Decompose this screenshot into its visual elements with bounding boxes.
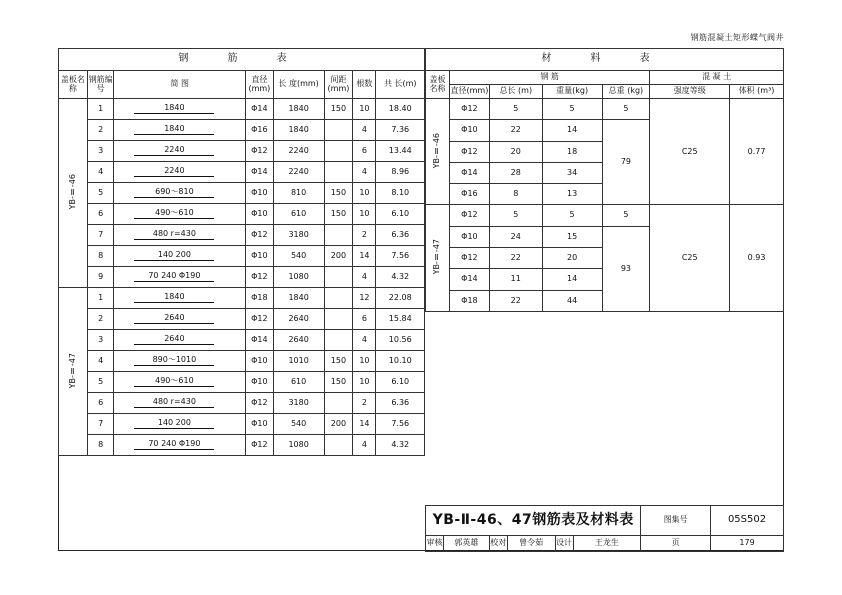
empty-cell bbox=[59, 456, 88, 496]
bar-no: 7 bbox=[87, 225, 114, 246]
bar-shape bbox=[114, 120, 246, 141]
bar-count: 4 bbox=[353, 120, 376, 141]
bar-shape-label: 1840 bbox=[134, 125, 214, 134]
bar-no: 2 bbox=[87, 120, 114, 141]
mat-col-diameter: 直径(mm) bbox=[449, 85, 489, 99]
bar-count: 10 bbox=[353, 183, 376, 204]
col-total-length: 共 长(m) bbox=[376, 71, 425, 99]
col-diameter: 直径(mm) bbox=[246, 71, 274, 99]
rebar-table-title: 钢 筋 表 bbox=[59, 49, 425, 71]
bar-spacing: 150 bbox=[324, 99, 353, 120]
bar-shape bbox=[114, 351, 246, 372]
reviewer-name: 郭英雄 bbox=[443, 536, 489, 552]
col-cover-name: 盖板名称 bbox=[59, 71, 88, 99]
bar-spacing: 150 bbox=[324, 204, 353, 225]
mat-total-length: 22 bbox=[489, 248, 542, 269]
bar-length: 610 bbox=[273, 204, 324, 225]
bar-no: 6 bbox=[87, 204, 114, 225]
mat-weight: 14 bbox=[542, 120, 602, 141]
mat-total-length: 11 bbox=[489, 269, 542, 290]
bar-no: 4 bbox=[87, 162, 114, 183]
concrete-grade: C25 bbox=[650, 205, 730, 311]
bar-diameter: Φ18 bbox=[246, 288, 274, 309]
bar-spacing bbox=[324, 309, 353, 330]
bar-length: 2240 bbox=[273, 141, 324, 162]
mat-weight: 13 bbox=[542, 184, 602, 205]
bar-shape bbox=[114, 225, 246, 246]
bar-length: 1010 bbox=[273, 351, 324, 372]
mat-col-volume: 体积 (m³) bbox=[730, 85, 784, 99]
mat-total-length: 5 bbox=[489, 99, 542, 120]
empty-cell bbox=[353, 456, 376, 496]
col-shape: 简 图 bbox=[114, 71, 246, 99]
bar-spacing bbox=[324, 120, 353, 141]
bar-total-length: 7.56 bbox=[376, 414, 425, 435]
mat-weight: 34 bbox=[542, 162, 602, 183]
mat-col-total-length: 总长 (m) bbox=[489, 85, 542, 99]
material-table bbox=[425, 48, 784, 312]
bar-shape bbox=[114, 414, 246, 435]
page-label: 页 bbox=[641, 536, 711, 552]
bar-shape bbox=[114, 162, 246, 183]
mat-weight: 44 bbox=[542, 290, 602, 311]
bar-length: 1840 bbox=[273, 120, 324, 141]
page-number: 179 bbox=[711, 536, 784, 552]
bar-count: 4 bbox=[353, 162, 376, 183]
bar-count: 10 bbox=[353, 99, 376, 120]
cover-name-cell bbox=[59, 288, 88, 456]
bar-spacing bbox=[324, 225, 353, 246]
bar-total-length: 7.36 bbox=[376, 120, 425, 141]
mat-weight: 15 bbox=[542, 226, 602, 247]
mat-total-weight: 93 bbox=[602, 226, 650, 311]
table-row bbox=[59, 225, 425, 246]
bar-length: 540 bbox=[273, 414, 324, 435]
bar-spacing bbox=[324, 141, 353, 162]
table-row bbox=[59, 393, 425, 414]
rebar-table-body bbox=[59, 99, 425, 496]
bar-total-length: 4.32 bbox=[376, 435, 425, 456]
designer-name: 王龙生 bbox=[573, 536, 641, 552]
bar-count: 12 bbox=[353, 288, 376, 309]
bar-total-length: 13.44 bbox=[376, 141, 425, 162]
mat-weight: 20 bbox=[542, 248, 602, 269]
mat-total-length: 28 bbox=[489, 162, 542, 183]
mat-cover-name-cell bbox=[426, 205, 450, 311]
bar-count: 4 bbox=[353, 435, 376, 456]
bar-count: 10 bbox=[353, 372, 376, 393]
bar-diameter: Φ12 bbox=[246, 435, 274, 456]
table-row bbox=[59, 141, 425, 162]
bar-no: 4 bbox=[87, 351, 114, 372]
mat-diameter: Φ12 bbox=[449, 205, 489, 226]
table-row bbox=[426, 205, 784, 226]
mat-weight: 14 bbox=[542, 269, 602, 290]
mat-cover-name: YB-Ⅱ-46 bbox=[432, 132, 442, 169]
bar-total-length: 6.10 bbox=[376, 204, 425, 225]
bar-no: 3 bbox=[87, 141, 114, 162]
col-spacing: 间距(mm) bbox=[324, 71, 353, 99]
bar-spacing bbox=[324, 330, 353, 351]
table-row bbox=[59, 288, 425, 309]
bar-length: 1840 bbox=[273, 288, 324, 309]
empty-cell bbox=[376, 456, 425, 496]
mat-total-length: 22 bbox=[489, 120, 542, 141]
table-row bbox=[426, 99, 784, 120]
mat-total-weight: 5 bbox=[602, 205, 650, 226]
table-row bbox=[59, 372, 425, 393]
col-count: 根数 bbox=[353, 71, 376, 99]
bar-shape bbox=[114, 141, 246, 162]
mat-cover-name-cell bbox=[426, 99, 450, 205]
mat-col-total-weight: 总重 (kg) bbox=[602, 85, 650, 99]
bar-no: 8 bbox=[87, 435, 114, 456]
mat-col-cover-name: 盖板名称 bbox=[426, 71, 450, 99]
bar-total-length: 10.56 bbox=[376, 330, 425, 351]
bar-length: 810 bbox=[273, 183, 324, 204]
check-label: 校对 bbox=[489, 536, 507, 552]
table-row bbox=[59, 267, 425, 288]
empty-cell bbox=[114, 456, 246, 496]
concrete-grade: C25 bbox=[650, 99, 730, 205]
bar-shape-label: 70 240 Φ190 bbox=[134, 272, 214, 281]
bar-shape bbox=[114, 204, 246, 225]
empty-cell bbox=[246, 456, 274, 496]
bar-diameter: Φ12 bbox=[246, 267, 274, 288]
bar-shape bbox=[114, 393, 246, 414]
bar-shape bbox=[114, 435, 246, 456]
bar-length: 540 bbox=[273, 246, 324, 267]
bar-diameter: Φ12 bbox=[246, 141, 274, 162]
bar-shape-label: 2240 bbox=[134, 146, 214, 155]
bar-total-length: 4.32 bbox=[376, 267, 425, 288]
bar-shape bbox=[114, 330, 246, 351]
mat-weight: 18 bbox=[542, 141, 602, 162]
concrete-volume: 0.93 bbox=[730, 205, 784, 311]
bar-length: 2640 bbox=[273, 309, 324, 330]
mat-diameter: Φ12 bbox=[449, 248, 489, 269]
bar-diameter: Φ10 bbox=[246, 372, 274, 393]
table-row bbox=[59, 120, 425, 141]
mat-diameter: Φ16 bbox=[449, 184, 489, 205]
bar-spacing bbox=[324, 162, 353, 183]
bar-spacing: 150 bbox=[324, 372, 353, 393]
bar-spacing: 200 bbox=[324, 414, 353, 435]
cover-name-cell bbox=[59, 99, 88, 288]
bar-no: 5 bbox=[87, 372, 114, 393]
design-label: 设计 bbox=[555, 536, 573, 552]
bar-spacing: 150 bbox=[324, 351, 353, 372]
bar-spacing bbox=[324, 435, 353, 456]
bar-diameter: Φ12 bbox=[246, 309, 274, 330]
mat-total-length: 22 bbox=[489, 290, 542, 311]
table-row bbox=[59, 99, 425, 120]
bar-shape-label: 890～1010 bbox=[134, 356, 214, 365]
bar-shape bbox=[114, 99, 246, 120]
bar-shape-label: 480 r=430 bbox=[134, 230, 214, 239]
bar-diameter: Φ10 bbox=[246, 351, 274, 372]
bar-shape bbox=[114, 267, 246, 288]
bar-total-length: 10.10 bbox=[376, 351, 425, 372]
mat-col-steel: 钢 筋 bbox=[449, 71, 649, 85]
mat-total-length: 5 bbox=[489, 205, 542, 226]
table-row bbox=[59, 183, 425, 204]
bar-no: 5 bbox=[87, 183, 114, 204]
bar-total-length: 6.36 bbox=[376, 393, 425, 414]
bar-length: 3180 bbox=[273, 393, 324, 414]
bar-shape-label: 2240 bbox=[134, 167, 214, 176]
table-row bbox=[59, 435, 425, 456]
bar-diameter: Φ12 bbox=[246, 225, 274, 246]
mat-total-weight: 79 bbox=[602, 120, 650, 205]
mat-col-grade: 强度等级 bbox=[650, 85, 730, 99]
table-row-empty bbox=[59, 456, 425, 496]
bar-total-length: 8.10 bbox=[376, 183, 425, 204]
bar-total-length: 22.08 bbox=[376, 288, 425, 309]
bar-count: 14 bbox=[353, 414, 376, 435]
bar-shape bbox=[114, 183, 246, 204]
bar-count: 4 bbox=[353, 330, 376, 351]
bar-spacing bbox=[324, 288, 353, 309]
bar-length: 1080 bbox=[273, 267, 324, 288]
bar-count: 4 bbox=[353, 267, 376, 288]
bar-no: 6 bbox=[87, 393, 114, 414]
mat-diameter: Φ10 bbox=[449, 120, 489, 141]
mat-total-length: 24 bbox=[489, 226, 542, 247]
bar-shape-label: 70 240 Φ190 bbox=[134, 440, 214, 449]
mat-diameter: Φ14 bbox=[449, 269, 489, 290]
bar-no: 8 bbox=[87, 246, 114, 267]
material-table-body bbox=[426, 99, 784, 312]
bar-shape-label: 690～810 bbox=[134, 188, 214, 197]
bar-shape-label: 490～610 bbox=[134, 209, 214, 218]
bar-spacing bbox=[324, 267, 353, 288]
bar-no: 7 bbox=[87, 414, 114, 435]
review-label: 审核 bbox=[426, 536, 444, 552]
bar-shape-label: 480 r=430 bbox=[134, 398, 214, 407]
material-table-title: 材 料 表 bbox=[426, 49, 784, 71]
bar-spacing bbox=[324, 393, 353, 414]
bar-total-length: 7.56 bbox=[376, 246, 425, 267]
bar-spacing: 200 bbox=[324, 246, 353, 267]
bar-diameter: Φ10 bbox=[246, 183, 274, 204]
table-row bbox=[59, 204, 425, 225]
bar-count: 6 bbox=[353, 141, 376, 162]
atlas-number: 05S502 bbox=[711, 506, 784, 536]
mat-total-length: 20 bbox=[489, 141, 542, 162]
mat-weight: 5 bbox=[542, 205, 602, 226]
bar-no: 1 bbox=[87, 99, 114, 120]
cover-name: YB-Ⅱ-47 bbox=[67, 352, 77, 388]
table-row bbox=[59, 309, 425, 330]
title-block bbox=[425, 505, 784, 551]
mat-diameter: Φ10 bbox=[449, 226, 489, 247]
bar-no: 1 bbox=[87, 288, 114, 309]
mat-total-length: 8 bbox=[489, 184, 542, 205]
mat-col-weight: 重量(kg) bbox=[542, 85, 602, 99]
table-row bbox=[59, 246, 425, 267]
bar-length: 2240 bbox=[273, 162, 324, 183]
bar-shape-label: 1840 bbox=[134, 293, 214, 302]
mat-col-concrete: 混 凝 土 bbox=[650, 71, 784, 85]
concrete-volume: 0.77 bbox=[730, 99, 784, 205]
mat-cover-name: YB-Ⅱ-47 bbox=[432, 239, 442, 275]
bar-shape bbox=[114, 372, 246, 393]
table-row bbox=[59, 351, 425, 372]
table-row bbox=[59, 162, 425, 183]
col-length: 长 度(mm) bbox=[273, 71, 324, 99]
bar-shape-label: 140 200 bbox=[134, 419, 214, 428]
bar-shape-label: 140 200 bbox=[134, 251, 214, 260]
atlas-label: 图集号 bbox=[641, 506, 711, 536]
bar-diameter: Φ16 bbox=[246, 120, 274, 141]
bar-diameter: Φ10 bbox=[246, 204, 274, 225]
mat-weight: 5 bbox=[542, 99, 602, 120]
bar-shape-label: 2640 bbox=[134, 314, 214, 323]
bar-no: 9 bbox=[87, 267, 114, 288]
bar-no: 3 bbox=[87, 330, 114, 351]
bar-count: 10 bbox=[353, 351, 376, 372]
bar-length: 1080 bbox=[273, 435, 324, 456]
bar-length: 2640 bbox=[273, 330, 324, 351]
bar-shape-label: 1840 bbox=[134, 104, 214, 113]
bar-total-length: 8.96 bbox=[376, 162, 425, 183]
bar-total-length: 6.36 bbox=[376, 225, 425, 246]
bar-count: 6 bbox=[353, 309, 376, 330]
bar-length: 1840 bbox=[273, 99, 324, 120]
checker-name: 曾令茹 bbox=[507, 536, 555, 552]
mat-diameter: Φ18 bbox=[449, 290, 489, 311]
empty-cell bbox=[273, 456, 324, 496]
bar-diameter: Φ10 bbox=[246, 414, 274, 435]
table-row bbox=[59, 330, 425, 351]
mat-total-weight: 5 bbox=[602, 99, 650, 120]
bar-count: 2 bbox=[353, 225, 376, 246]
bar-shape bbox=[114, 288, 246, 309]
bar-count: 2 bbox=[353, 393, 376, 414]
drawing-series-title: 钢筋混凝土矩形蝶气阀井 bbox=[690, 33, 784, 42]
bar-diameter: Φ14 bbox=[246, 99, 274, 120]
bar-count: 10 bbox=[353, 204, 376, 225]
bar-length: 3180 bbox=[273, 225, 324, 246]
bar-length: 610 bbox=[273, 372, 324, 393]
bar-total-length: 18.40 bbox=[376, 99, 425, 120]
bar-diameter: Φ14 bbox=[246, 162, 274, 183]
table-row bbox=[59, 414, 425, 435]
mat-diameter: Φ12 bbox=[449, 99, 489, 120]
drawing-title: YB-Ⅱ-46、47钢筋表及材料表 bbox=[426, 506, 641, 536]
bar-shape-label: 490～610 bbox=[134, 377, 214, 386]
bar-no: 2 bbox=[87, 309, 114, 330]
bar-shape-label: 2640 bbox=[134, 335, 214, 344]
bar-total-length: 6.10 bbox=[376, 372, 425, 393]
bar-diameter: Φ14 bbox=[246, 330, 274, 351]
bar-spacing: 150 bbox=[324, 183, 353, 204]
mat-diameter: Φ12 bbox=[449, 141, 489, 162]
bar-diameter: Φ10 bbox=[246, 246, 274, 267]
bar-shape bbox=[114, 309, 246, 330]
bar-shape bbox=[114, 246, 246, 267]
empty-cell bbox=[324, 456, 353, 496]
bar-count: 14 bbox=[353, 246, 376, 267]
empty-cell bbox=[87, 456, 114, 496]
mat-diameter: Φ14 bbox=[449, 162, 489, 183]
bar-total-length: 15.84 bbox=[376, 309, 425, 330]
col-bar-no: 钢筋编号 bbox=[87, 71, 114, 99]
cover-name: YB-Ⅱ-46 bbox=[67, 174, 77, 210]
bar-diameter: Φ12 bbox=[246, 393, 274, 414]
rebar-table bbox=[58, 48, 425, 496]
